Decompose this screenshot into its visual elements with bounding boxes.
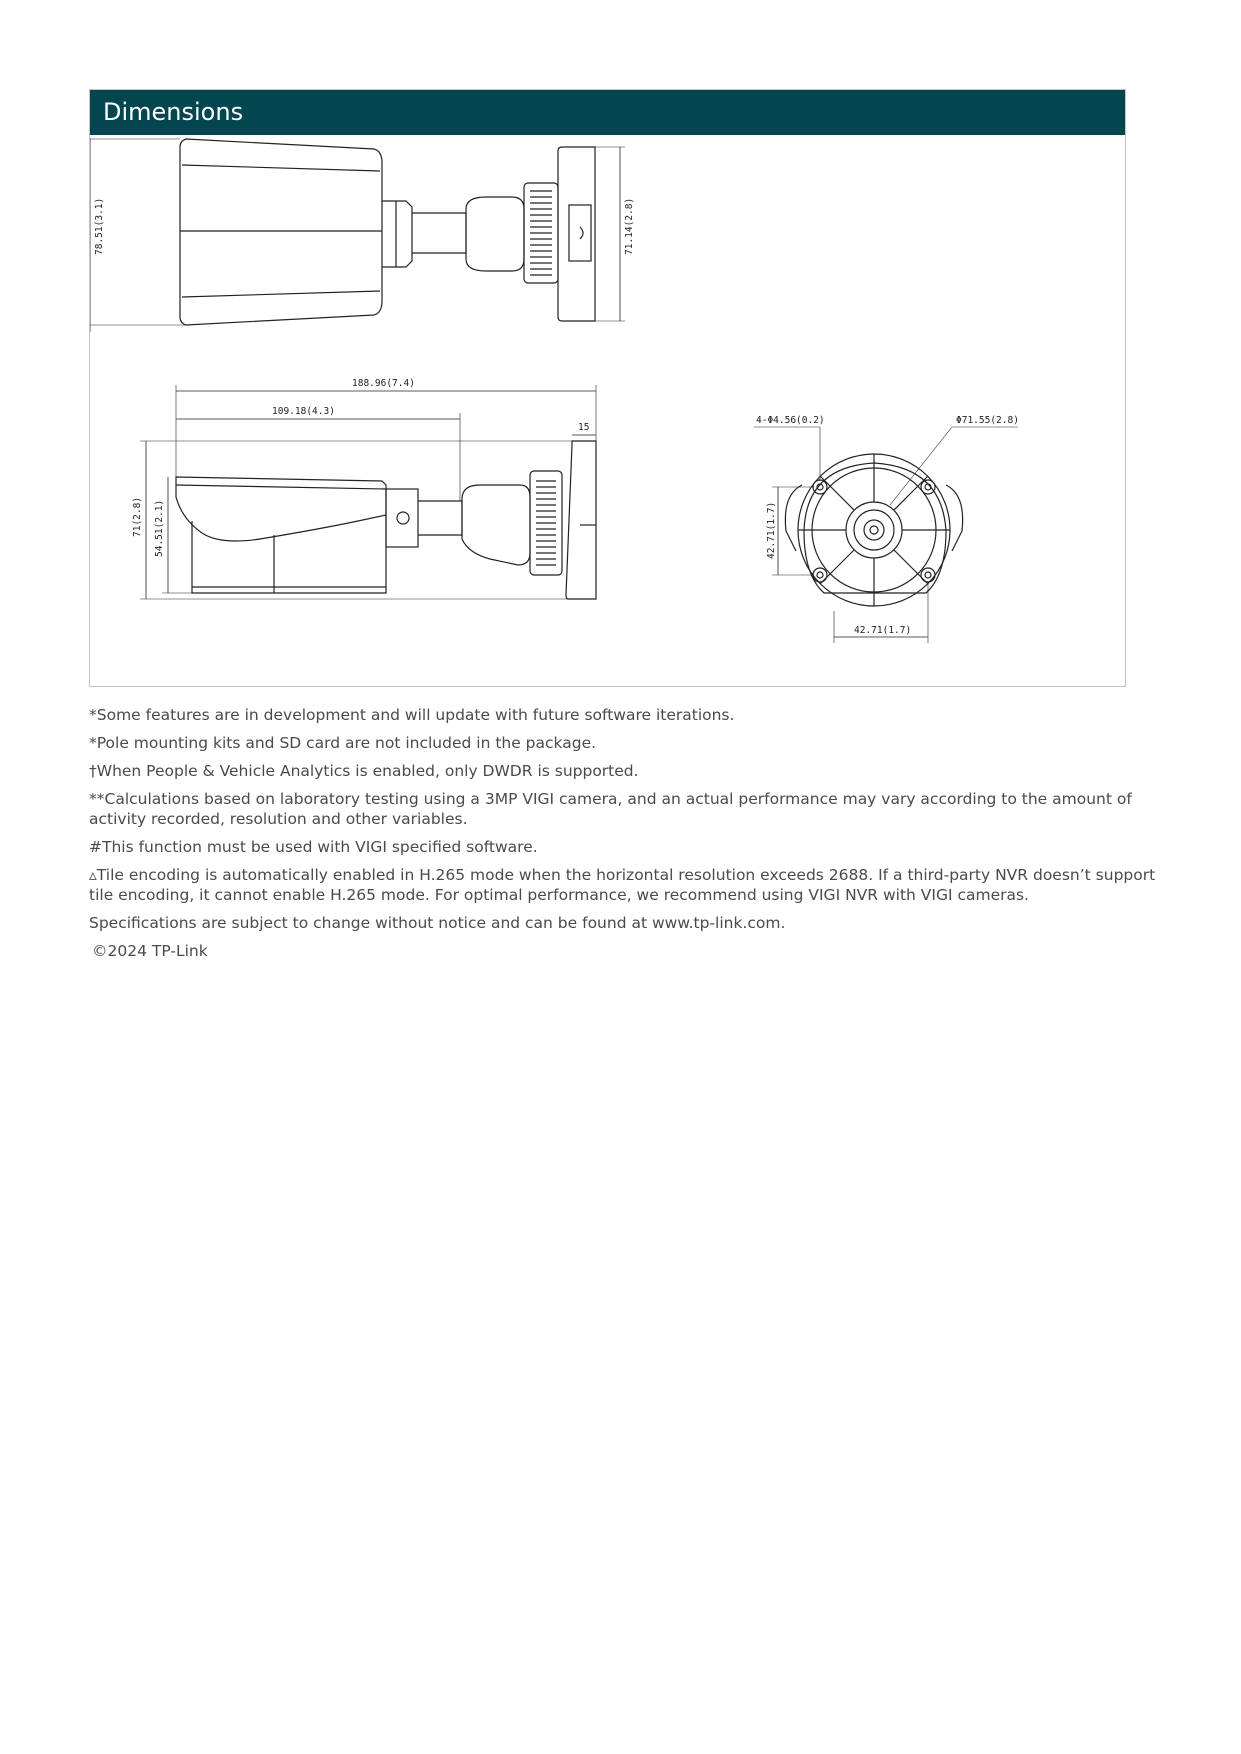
- dim-base-diameter: Φ71.55(2.8): [956, 415, 1019, 426]
- note-calculations: **Calculations based on laboratory testing using a 3MP VIGI camera, and an actual performance may vary according to the amount of activity recorded, resolution and other variables.: [89, 790, 1132, 828]
- note-tile-encoding: ▵Tile encoding is automatically enabled in H.265 mode when the horizontal resolution exceeds 2688. If a third-party NVR doesn’t support tile encoding, it cannot enable H.265 mode. For optimal performance, we recommend using VIGI NVR with VIGI cameras.: [89, 866, 1156, 904]
- note-features-development: *Some features are in development and will update with future software iterations.: [89, 706, 735, 724]
- copyright: ©2024 TP-Link: [92, 942, 208, 960]
- note-analytics-dwdr: †When People & Vehicle Analytics is enabled, only DWDR is supported.: [89, 762, 639, 780]
- dim-hole-spacing-vertical: 42.71(1.7): [766, 501, 777, 559]
- dim-side-body-height: 54.51(2.1): [154, 499, 165, 557]
- note-specifications: Specifications are subject to change without notice and can be found at www.tp-link.com.: [89, 914, 786, 932]
- dim-hole-spacing-horizontal: 42.71(1.7): [854, 625, 912, 636]
- side-view-drawing: [140, 385, 596, 599]
- back-view-drawing: [754, 427, 1018, 643]
- dimensions-drawing: [90, 135, 1125, 686]
- top-view-drawing: [90, 138, 625, 332]
- dim-top-mount-height: 71.14(2.8): [624, 197, 635, 255]
- dim-side-height: 71(2.8): [132, 496, 143, 537]
- footnotes: [89, 705, 1164, 969]
- dim-top-height: 78.51(3.1): [94, 197, 105, 255]
- note-vigi-software: #This function must be used with VIGI specified software.: [89, 838, 538, 856]
- dim-hole-diameter: 4-Φ4.56(0.2): [756, 415, 825, 426]
- dim-body-length: 109.18(4.3): [272, 406, 335, 417]
- section-title: Dimensions: [90, 90, 1125, 135]
- dimensions-section: [89, 89, 1126, 687]
- dim-mount-depth: 15: [578, 422, 590, 433]
- note-pole-mounting: *Pole mounting kits and SD card are not included in the package.: [89, 734, 597, 752]
- dim-total-length: 188.96(7.4): [352, 378, 415, 389]
